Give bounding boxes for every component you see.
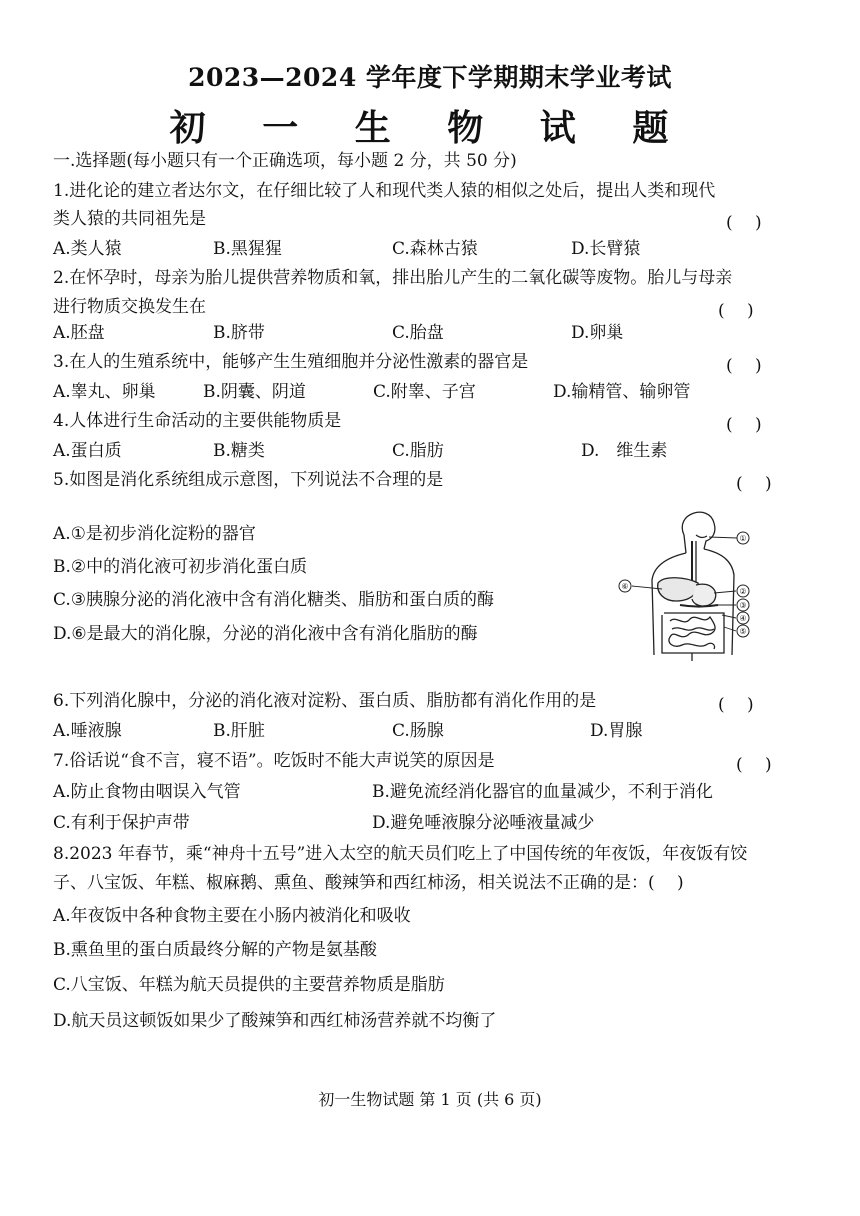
q1-option-a: A.类人猿	[53, 239, 122, 259]
q3-answer-paren: ( )	[726, 356, 762, 376]
diagram-label-6: ⑥	[621, 582, 629, 591]
q7-option-a: A.防止食物由咽误入气管	[53, 782, 241, 802]
q2-option-d: D.卵巢	[571, 323, 624, 343]
q5-option-a: A.①是初步消化淀粉的器官	[53, 524, 256, 544]
exam-title: 2023—2024 学年度下学期期末学业考试	[188, 63, 672, 92]
q8-option-c: C.八宝饭、年糕为航天员提供的主要营养物质是脂肪	[53, 975, 445, 995]
diagram-label-2: ②	[739, 587, 747, 596]
q4-option-d: D. 维生素	[581, 441, 668, 461]
q1-answer-paren: ( )	[726, 213, 762, 233]
q2-option-c: C.胎盘	[392, 323, 444, 343]
q6-option-b: B.肝脏	[213, 721, 265, 741]
subject-title: 初 一 生 物 试 题	[169, 107, 691, 149]
q6-stem: 6.下列消化腺中，分泌的消化液对淀粉、蛋白质、脂肪都有消化作用的是	[53, 691, 597, 711]
q4-stem: 4.人体进行生命活动的主要供能物质是	[53, 411, 342, 431]
q5-option-d: D.⑥是最大的消化腺，分泌的消化液中含有消化脂肪的酶	[53, 624, 478, 644]
q4-option-c: C.脂肪	[392, 441, 444, 461]
q1-stem-line1: 1.进化论的建立者达尔文，在仔细比较了人和现代类人猿的相似之处后，提出人类和现代	[53, 181, 716, 201]
q7-option-c: C.有利于保护声带	[53, 813, 190, 833]
q8-stem-line1: 8.2023 年春节，乘“神舟十五号”进入太空的航天员们吃上了中国传统的年夜饭，年夜饭有饺	[53, 844, 748, 864]
q8-option-d: D.航天员这顿饭如果少了酸辣笋和西红柿汤营养就不均衡了	[53, 1011, 497, 1031]
q3-option-a: A.睾丸、卵巢	[53, 382, 156, 402]
q1-stem-line2: 类人猿的共同祖先是	[53, 209, 206, 229]
q3-option-d: D.输精管、输卵管	[553, 382, 691, 402]
q5-answer-paren: ( )	[736, 474, 772, 494]
q2-option-a: A.胚盘	[53, 323, 105, 343]
q5-stem: 5.如图是消化系统组成示意图，下列说法不合理的是	[53, 470, 444, 490]
q3-option-c: C.附睾、子宫	[373, 382, 476, 402]
q2-stem-line1: 2.在怀孕时，母亲为胎儿提供营养物质和氧，排出胎儿产生的二氧化碳等废物。胎儿与母亲	[53, 268, 733, 288]
q2-option-b: B.脐带	[213, 323, 265, 343]
q1-option-c: C.森林古猿	[392, 239, 478, 259]
q7-option-d: D.避免唾液腺分泌唾液量减少	[372, 813, 595, 833]
digestive-system-diagram	[614, 505, 784, 663]
q7-option-b: B.避免流经消化器官的血量减少，不利于消化	[372, 782, 713, 802]
q1-option-d: D.长臂猿	[571, 239, 641, 259]
q5-option-b: B.②中的消化液可初步消化蛋白质	[53, 557, 308, 577]
q8-option-a: A.年夜饭中各种食物主要在小肠内被消化和吸收	[53, 906, 411, 926]
q4-option-b: B.糖类	[213, 441, 265, 461]
q7-stem: 7.俗话说“食不言，寝不语”。吃饭时不能大声说笑的原因是	[53, 751, 495, 771]
q8-option-b: B.熏鱼里的蛋白质最终分解的产物是氨基酸	[53, 940, 377, 960]
q6-option-c: C.肠腺	[392, 721, 444, 741]
q7-answer-paren: ( )	[736, 755, 772, 775]
q3-option-b: B.阴囊、阴道	[203, 382, 306, 402]
q5-option-c: C.③胰腺分泌的消化液中含有消化糖类、脂肪和蛋白质的酶	[53, 590, 495, 610]
diagram-label-3: ③	[739, 601, 747, 610]
q4-option-a: A.蛋白质	[53, 441, 122, 461]
diagram-label-5: ⑤	[739, 627, 747, 636]
page-footer: 初一生物试题 第 1 页 (共 6 页)	[318, 1090, 542, 1109]
q1-option-b: B.黑猩猩	[213, 239, 282, 259]
q6-option-d: D.胃腺	[590, 721, 643, 741]
section-heading: 一.选择题(每小题只有一个正确选项，每小题 2 分，共 50 分)	[53, 151, 517, 171]
digestive-system-drawing	[614, 505, 784, 663]
diagram-label-1: ①	[739, 534, 747, 543]
q6-option-a: A.唾液腺	[53, 721, 122, 741]
q3-stem: 3.在人的生殖系统中，能够产生生殖细胞并分泌性激素的器官是	[53, 352, 529, 372]
q2-stem-line2: 进行物质交换发生在	[53, 297, 206, 317]
q2-answer-paren: ( )	[718, 301, 754, 321]
diagram-label-4: ④	[739, 614, 747, 623]
q4-answer-paren: ( )	[726, 415, 762, 435]
q8-stem-line2: 子、八宝饭、年糕、椒麻鹅、熏鱼、酸辣笋和西红柿汤，相关说法不正确的是：( )	[53, 873, 684, 893]
q6-answer-paren: ( )	[718, 695, 754, 715]
